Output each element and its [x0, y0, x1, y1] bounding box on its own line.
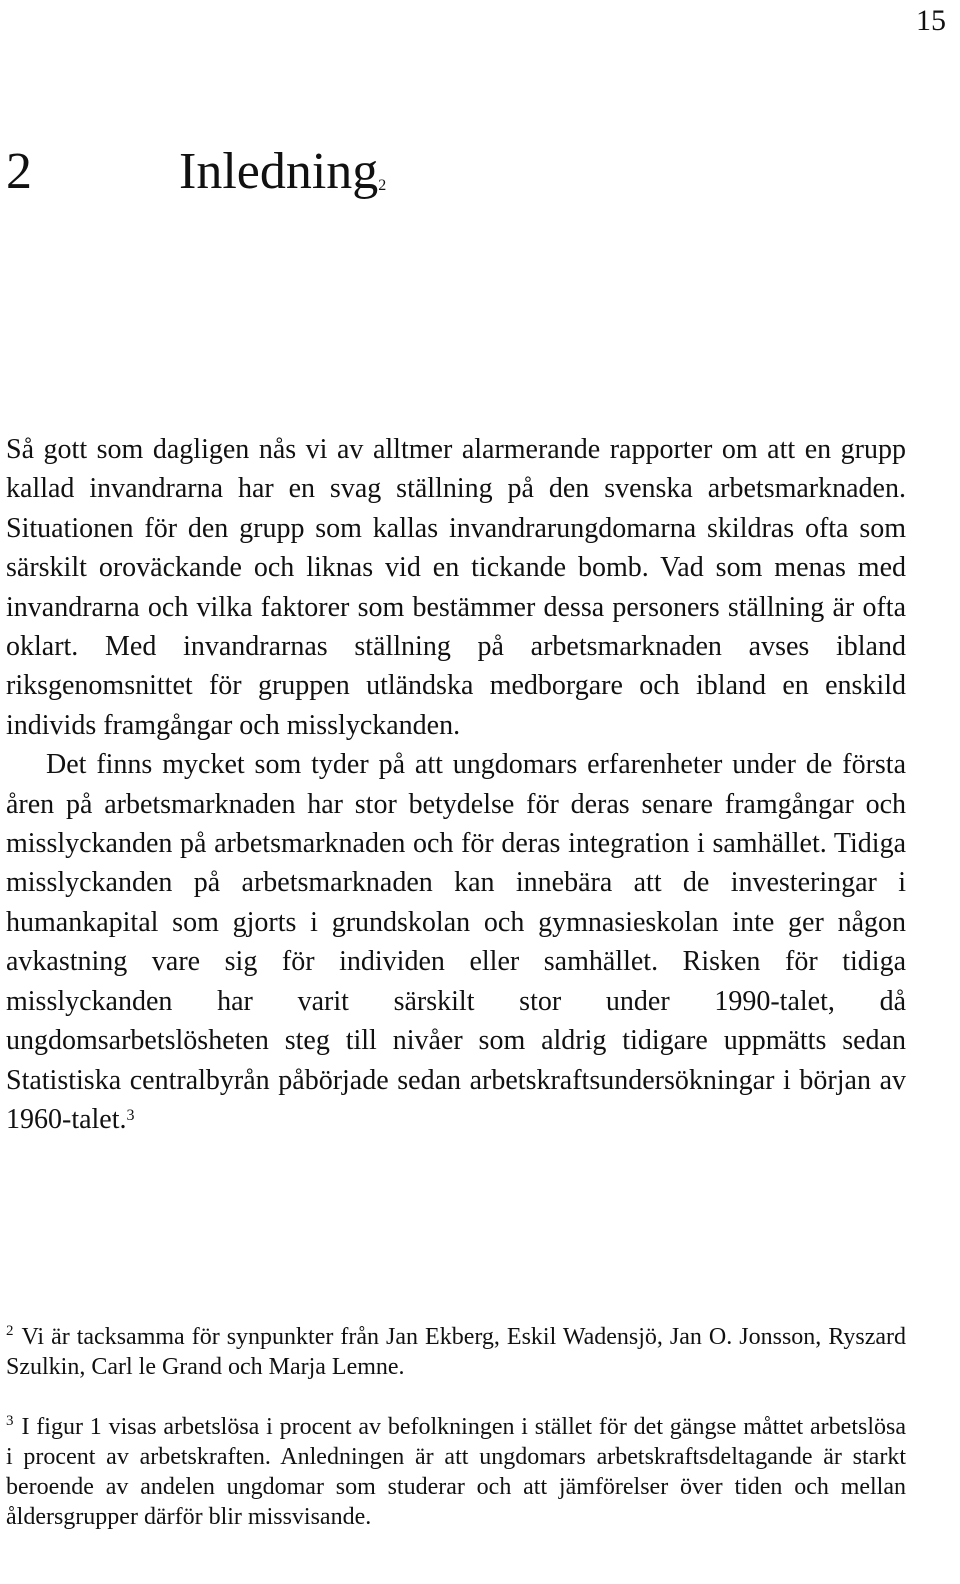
- chapter-title-wrap: [179, 140, 386, 204]
- footnote-2-number: 2: [6, 1323, 14, 1339]
- footnote-2-text: Vi är tacksamma för synpunkter från Jan Ekberg, Eskil Wadensjö, Jan O. Jonsson, Ryszard Szulkin, Carl le Grand och Marja Lemne.: [6, 1324, 906, 1380]
- chapter-heading: [6, 140, 946, 210]
- footnote-3-text: I figur 1 visas arbetslösa i procent av befolkningen i stället för det gängse måttet arbetslösa i procent av arbetskraften. Anledningen är att ungdomars arbetskraftsdeltagande är starkt beroende av andelen ungdomar som studerar och att jämförelser över tiden och mellan åldersgrupper därför blir missvisande.: [6, 1414, 906, 1530]
- paragraph-2: Det finns mycket som tyder på att ungdomars erfarenheter under de första åren på arbetsmarknaden har stor betydelse för deras senare framgångar och misslyckanden på arbetsmarknaden och för deras integration i samhället. Tidiga misslyckanden på arbetsmarknaden kan innebära att de investeringar i humankapital som gjorts i grundskolan och gymnasieskolan inte ger någon avkastning vare sig för individen eller samhället. Risken för tidiga misslyckanden har varit särskilt stor under 1990-talet, då ungdomsarbetslösheten steg till nivåer som aldrig tidigare uppmätts sedan Statistiska centralbyrån påbörjade sedan arbetskraftsundersökningar i början av 1960-talet.: [6, 749, 906, 1135]
- footnotes: [6, 1322, 906, 1562]
- footnote-2: [6, 1322, 906, 1382]
- chapter-title: Inledning: [179, 143, 379, 200]
- chapter-number: 2: [6, 143, 32, 200]
- chapter-footnote-ref: 2: [378, 177, 387, 194]
- paragraph-1: Så gott som dagligen nås vi av alltmer alarmerande rapporter om att en grupp kallad invandrarna har en svag ställning på den svenska arbetsmarknaden. Situationen för den grupp som kallas invandrarungdomarna skildras ofta som särskilt oroväckande och liknas vid en tickande bomb. Vad som menas med invandrarna och vilka faktorer som bestämmer dessa personers ställning är ofta oklart. Med invandrarnas ställning på arbetsmarknaden avses ibland riksgenomsnittet för gruppen utländska medborgare och ibland en enskild individs framgångar och misslyckanden.: [6, 434, 906, 741]
- paragraph-2-wrap: [6, 745, 906, 1139]
- paragraph-2-footnote-ref: 3: [126, 1106, 135, 1124]
- body-text: [6, 430, 906, 1139]
- footnote-3-number: 3: [6, 1413, 14, 1429]
- page-number: 15: [916, 4, 946, 37]
- footnote-3: [6, 1412, 906, 1532]
